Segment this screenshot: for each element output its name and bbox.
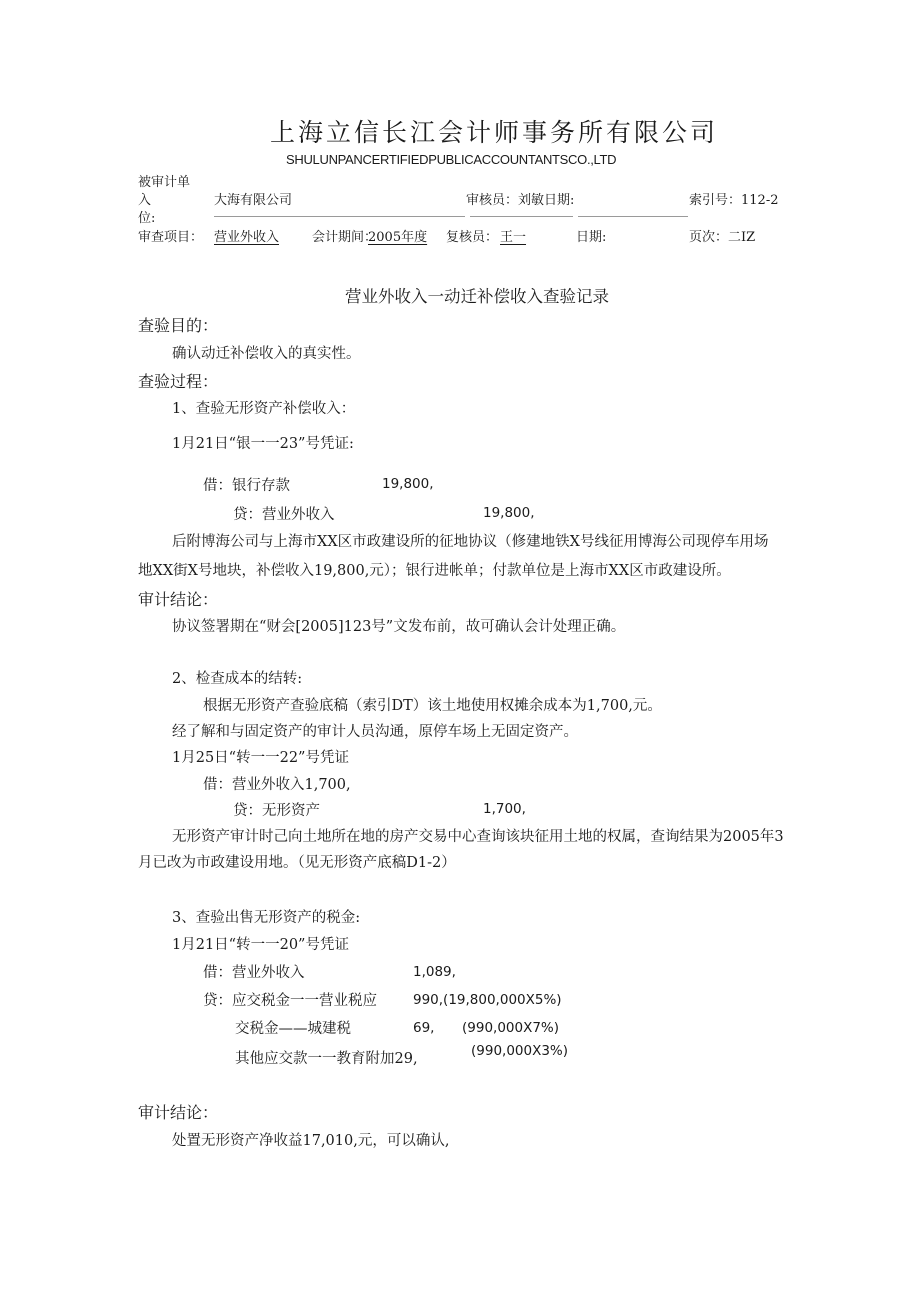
- reviewer-date: 审核员：刘敏日期:: [466, 193, 575, 208]
- auditee-rule: [214, 216, 465, 217]
- period-value: 2005年度: [368, 230, 428, 245]
- debit1-label: 借：银行存款: [203, 478, 290, 494]
- city-tax-amount: 69,: [413, 1020, 435, 1036]
- credit1-label: 贷：营业外收入: [233, 507, 335, 523]
- education-surcharge-label: 其他应交款一一教育附加29,: [235, 1051, 418, 1067]
- firm-name-english: SHULUNPANCERTIFIEDPUBLICACCOUNTANTSCO.,LTD: [286, 152, 617, 167]
- credit1-amount: 19,800,: [483, 505, 535, 521]
- debit3-label: 借：营业外收入: [203, 965, 305, 981]
- credit3-amount: 990,(19,800,000X5%): [413, 992, 562, 1008]
- audit-item-label: 审查项目：: [138, 230, 204, 245]
- purpose-heading: 查验目的：: [138, 316, 219, 335]
- date-rule: [578, 216, 688, 217]
- education-surcharge-calc: (990,000X3%): [471, 1043, 569, 1059]
- reviewer-rule: [470, 216, 573, 217]
- city-tax-label: 交税金——城建税: [235, 1021, 351, 1037]
- auditee-label-line1: 被审计单: [138, 175, 191, 190]
- firm-name: 上海立信长江会计师事务所有限公司: [270, 118, 719, 147]
- city-tax-calc: (990,000X7%): [462, 1020, 560, 1036]
- index-number: 索引号：112-2: [689, 193, 779, 208]
- step1-title: 1、查验无形资产补偿收入：: [172, 401, 356, 417]
- conclusion3-heading: 审计结论：: [138, 1103, 219, 1122]
- step2-title: 2、检查成本的结转:: [172, 671, 303, 687]
- conclusion1-heading: 审计结论：: [138, 590, 219, 609]
- debit3-amount: 1,089,: [413, 964, 456, 980]
- voucher3: 1月21日“转一一20”号凭证: [172, 937, 349, 953]
- period-label: 会计期间：: [312, 230, 378, 245]
- step2-line2: 经了解和与固定资产的审计人员沟通，原停车场上无固定资产。: [172, 724, 578, 740]
- note1-line2: 地XX街X号地块，补偿收入19,800,元）；银行进帐单；付款单位是上海市XX区市政建设所。: [138, 563, 731, 579]
- process-heading: 查验过程：: [138, 372, 219, 391]
- document-title: 营业外收入一动迁补偿收入查验记录: [345, 287, 609, 306]
- note2-line1: 无形资产审计时己向土地所在地的房产交易中心查询该块征用土地的权属，查询结果为2005年3: [172, 829, 784, 845]
- conclusion1-text: 协议签署期在“财会[2005]123号”文发布前，故可确认会计处理正确。: [172, 619, 626, 635]
- date-label: 日期:: [576, 230, 607, 245]
- audit-item-value: 营业外收入: [214, 230, 280, 245]
- conclusion3-text: 处置无形资产净收益17,010,元，可以确认,: [172, 1133, 450, 1149]
- checker-label: 复核员：: [446, 230, 499, 245]
- step2-line1: 根据无形资产查验底稿（索引DT）该土地使用权摊余成本为1,700,元。: [203, 698, 662, 714]
- auditee-value: 大海有限公司: [214, 193, 293, 208]
- purpose-text: 确认动迁补偿收入的真实性。: [172, 346, 361, 362]
- step3-title: 3、查验出售无形资产的税金:: [172, 910, 361, 926]
- checker-value: 王一: [500, 230, 527, 245]
- debit2: 借：营业外收入1,700,: [203, 777, 351, 793]
- debit1-amount: 19,800,: [382, 476, 434, 492]
- note1-line1: 后附博海公司与上海市XX区市政建设所的征地协议（修建地铁X号线征用博海公司现停车用场: [172, 534, 769, 550]
- auditee-label-line2: 入: [138, 193, 152, 208]
- credit2-label: 贷：无形资产: [233, 803, 320, 819]
- voucher1: 1月21日“银一一23”号凭证:: [172, 436, 354, 452]
- credit2-amount: 1,700,: [483, 801, 526, 817]
- auditee-label-line3: 位:: [138, 211, 156, 226]
- note2-line2: 月已改为市政建设用地。（见无形资产底稿D1-2）: [138, 855, 456, 871]
- voucher2: 1月25日“转一一22”号凭证: [172, 750, 349, 766]
- page-number: 页次：二IZ: [689, 230, 756, 245]
- credit3-label: 贷：应交税金一一营业税应: [203, 993, 377, 1009]
